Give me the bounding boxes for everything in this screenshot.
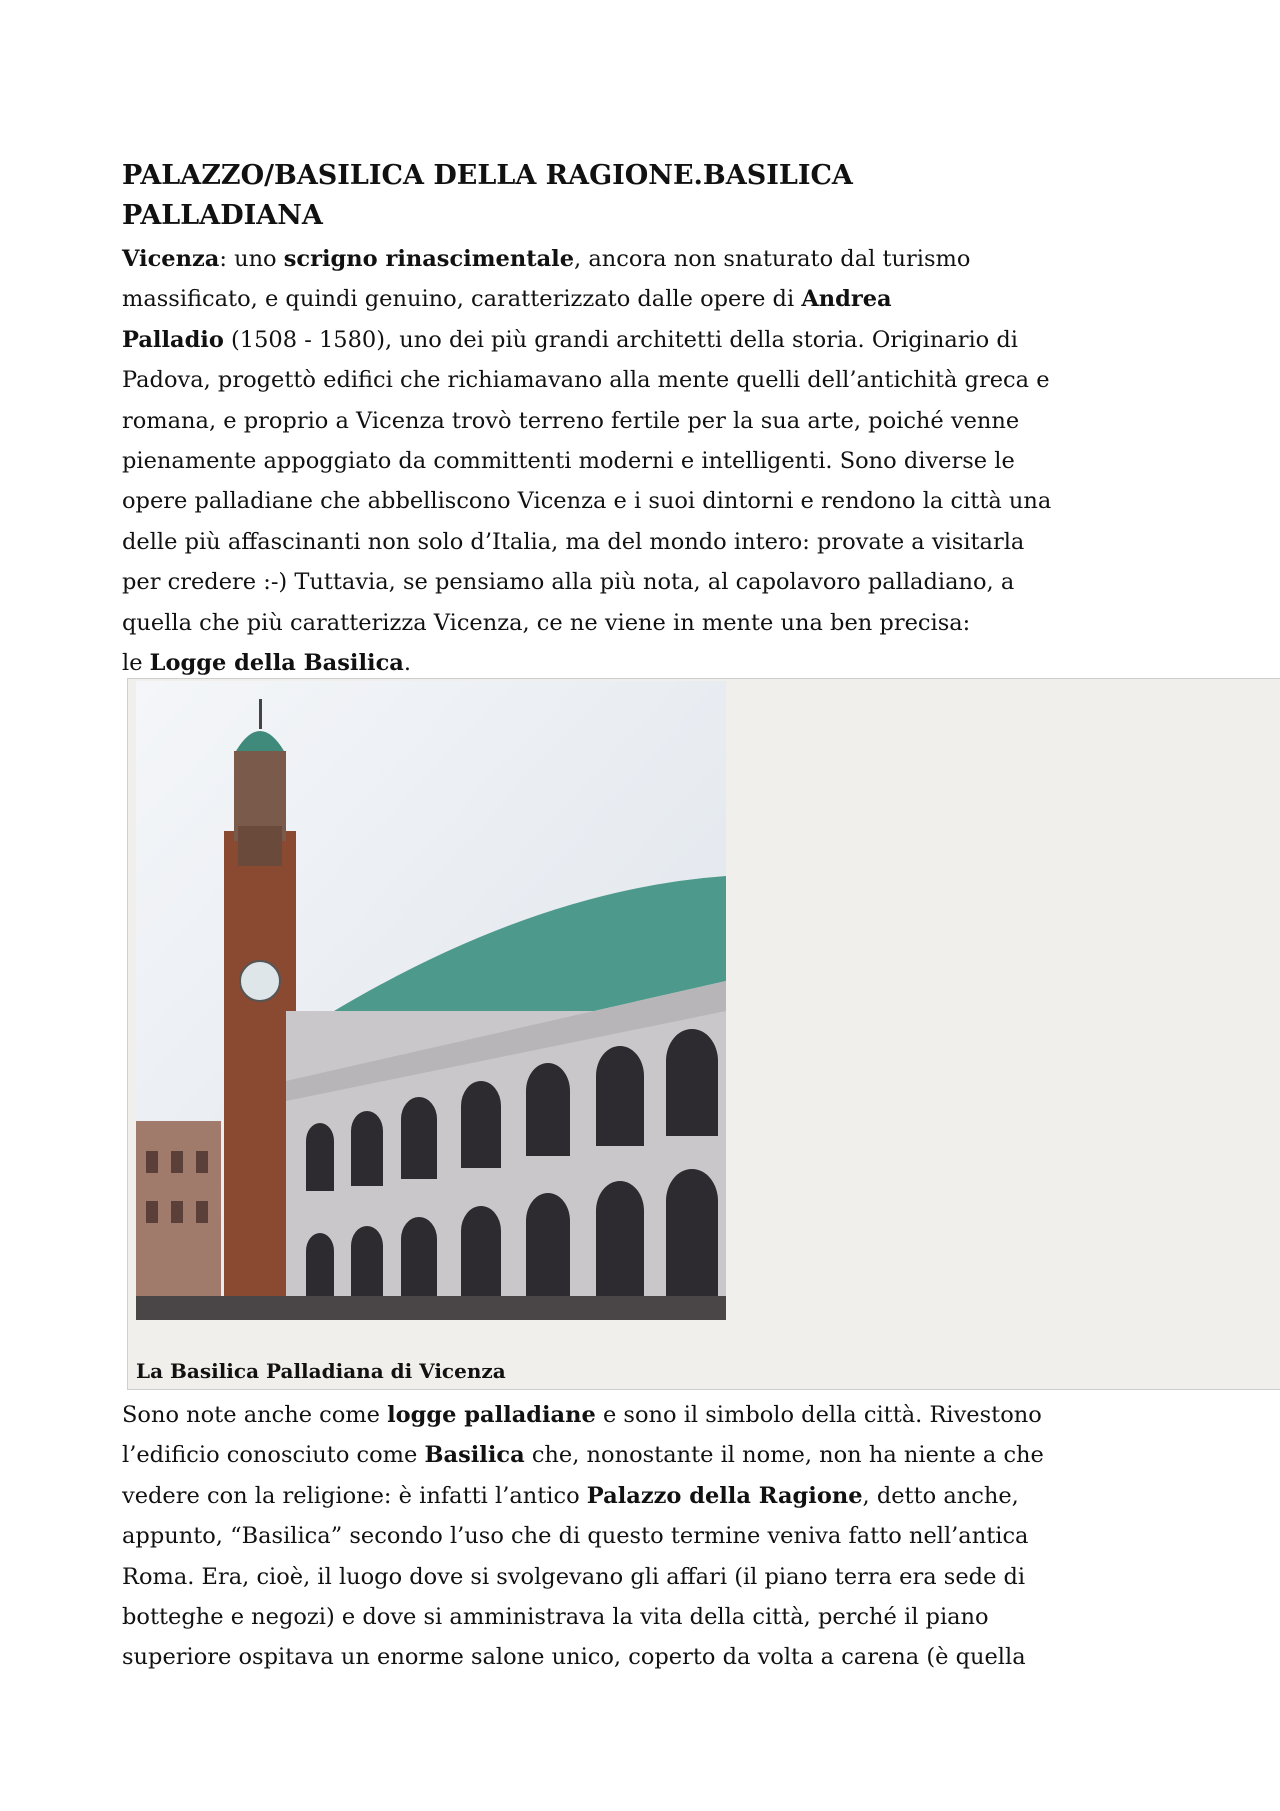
bold-text: Logge della Basilica — [149, 650, 404, 677]
bold-text: Andrea — [801, 286, 892, 313]
text-line — [122, 401, 1051, 441]
text-line — [122, 1395, 1044, 1435]
intro-paragraph — [122, 239, 1051, 683]
text-line — [122, 1476, 1044, 1516]
page-title — [122, 156, 853, 236]
title-line: PALLADIANA — [122, 200, 323, 231]
bold-text: Palazzo della Ragione — [586, 1482, 863, 1509]
text-segment: , detto anche, — [862, 1482, 1019, 1509]
text-line — [122, 1516, 1044, 1556]
text-segment: per credere :-) Tuttavia, se pensiamo alla più nota, al capolavoro palladiano, a — [122, 569, 1015, 596]
text-line — [122, 320, 1051, 360]
text-segment: e sono il simbolo della città. Rivestono — [595, 1402, 1042, 1428]
text-segment: massificato, e quindi genuino, caratterizzato dalle opere di — [122, 286, 802, 313]
text-segment: opere palladiane che abbelliscono Vicenza e i suoi dintorni e rendono la città una — [122, 488, 1052, 515]
text-line — [122, 239, 1051, 279]
text-segment: appunto, “Basilica” secondo l’uso che di questo termine veniva fatto nell’antica — [122, 1523, 1029, 1550]
text-segment: Padova, progettò edifici che richiamavano alla mente quelli dell’antichità greca e — [122, 367, 1050, 394]
text-line — [122, 1435, 1044, 1475]
bold-text: Basilica — [424, 1442, 525, 1469]
body-paragraph — [122, 1395, 1044, 1678]
text-segment: le — [122, 650, 150, 677]
text-segment: : uno — [219, 246, 284, 272]
text-line — [122, 1637, 1044, 1677]
text-line — [122, 603, 1051, 643]
bold-text: Palladio — [122, 326, 224, 353]
text-line — [122, 481, 1051, 521]
text-segment: delle più affascinanti non solo d’Italia, ma del mondo intero: provate a visitarla — [122, 528, 1025, 555]
bold-text: scrigno rinascimentale — [283, 246, 575, 272]
text-line — [122, 360, 1051, 400]
text-segment: quella che più caratterizza Vicenza, ce ne viene in mente una ben precisa: — [122, 609, 971, 636]
text-line — [122, 1557, 1044, 1597]
text-segment: Roma. Era, cioè, il luogo dove si svolgevano gli affari (il piano terra era sede di — [122, 1563, 1026, 1590]
figure-caption: La Basilica Palladiana di Vicenza — [136, 1359, 506, 1383]
text-line — [122, 562, 1051, 602]
text-segment: romana, e proprio a Vicenza trovò terreno fertile per la sua arte, poiché venne — [122, 407, 1020, 434]
text-segment: superiore ospitava un enorme salone unico, coperto da volta a carena (è quella — [122, 1644, 1026, 1671]
text-segment: (1508 - 1580), uno dei più grandi architetti della storia. Originario di — [223, 326, 1018, 353]
text-segment: Sono note anche come — [122, 1402, 388, 1428]
text-line — [122, 279, 1051, 319]
text-line — [122, 1597, 1044, 1637]
text-segment: , ancora non snaturato dal turismo — [574, 246, 971, 272]
text-segment: vedere con la religione: è infatti l’antico — [122, 1482, 587, 1509]
bold-text: Vicenza — [122, 246, 220, 272]
text-line — [122, 522, 1051, 562]
text-segment: botteghe e negozi) e dove si amministrava la vita della città, perché il piano — [122, 1604, 989, 1631]
text-segment: pienamente appoggiato da committenti moderni e intelligenti. Sono diverse le — [122, 448, 1015, 475]
basilica-photo — [136, 681, 726, 1320]
figure — [127, 678, 1280, 1390]
title-line: PALAZZO/BASILICA DELLA RAGIONE.BASILICA — [122, 160, 853, 191]
text-segment: l’edificio conosciuto come — [122, 1442, 425, 1469]
bold-text: logge palladiane — [387, 1402, 596, 1428]
text-segment: che, nonostante il nome, non ha niente a che — [524, 1442, 1044, 1469]
text-segment: . — [403, 650, 412, 677]
text-line — [122, 441, 1051, 481]
